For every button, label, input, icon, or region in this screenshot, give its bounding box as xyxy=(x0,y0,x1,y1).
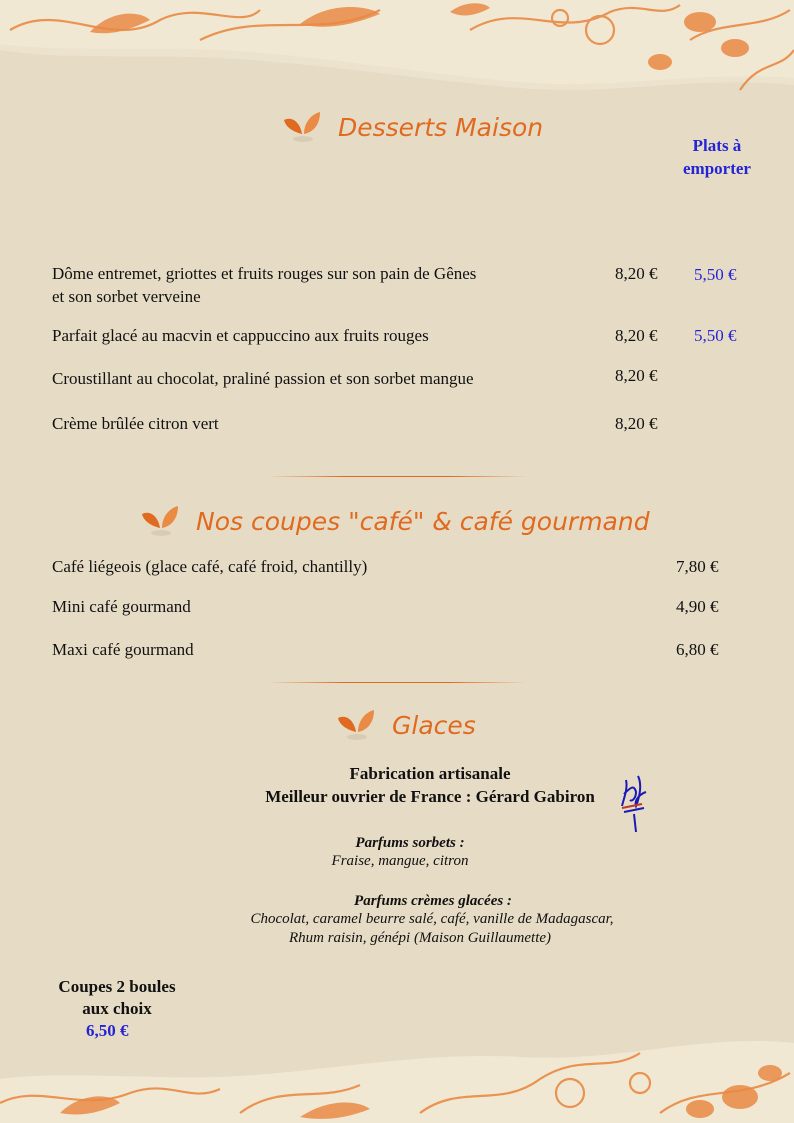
section-title: Desserts Maison xyxy=(338,112,544,142)
menu-item-line: Dôme entremet, griottes et fruits rouges sur son pain de Gênes xyxy=(52,264,477,283)
cremes-list-line: Chocolat, caramel beurre salé, café, vanille de Madagascar, xyxy=(250,911,614,927)
item-price: 8,20 € xyxy=(615,414,658,433)
takeaway-column-header: Plats à emporter xyxy=(683,136,751,178)
mof-label: Meilleur ouvrier de France : Gérard Gabiron xyxy=(265,787,595,806)
sorbets-list: Fraise, mangue, citron xyxy=(331,853,469,869)
section-divider xyxy=(266,476,528,477)
item-takeaway-price: 5,50 € xyxy=(694,326,737,345)
menu-item-name: Croustillant au chocolat, praliné passion et son sorbet mangue xyxy=(52,369,474,388)
coupes-label-line: aux choix xyxy=(82,999,152,1018)
item-price: 8,20 € xyxy=(615,326,658,345)
item-price: 6,80 € xyxy=(676,640,719,659)
section-heading-glaces xyxy=(336,708,476,742)
menu-item-name: Maxi café gourmand xyxy=(52,640,194,659)
menu-item-name: Parfait glacé au macvin et cappuccino aux fruits rouges xyxy=(52,326,429,345)
leaf-icon xyxy=(336,708,376,742)
cremes-list-line: Rhum raisin, génépi (Maison Guillaumette) xyxy=(288,930,552,946)
menu-item-name xyxy=(52,262,476,308)
section-heading-coupes xyxy=(140,504,650,538)
cremes-label: Parfums crèmes glacées : xyxy=(354,893,512,909)
item-takeaway-price: 5,50 € xyxy=(694,265,737,284)
section-heading-desserts xyxy=(282,110,543,144)
item-price: 7,80 € xyxy=(676,557,719,576)
fabrication-label: Fabrication artisanale xyxy=(349,764,511,783)
coupes-label-line: Coupes 2 boules xyxy=(58,977,176,996)
item-price: 4,90 € xyxy=(676,597,719,616)
menu-item-name: Mini café gourmand xyxy=(52,597,191,616)
coupes-label xyxy=(52,976,182,1020)
section-divider xyxy=(266,682,528,683)
section-title: Nos coupes "café" & café gourmand xyxy=(196,506,650,536)
leaf-icon xyxy=(140,504,180,538)
coupes-price: 6,50 € xyxy=(86,1021,129,1040)
item-price: 8,20 € xyxy=(615,366,658,385)
section-title: Glaces xyxy=(392,710,476,740)
menu-item-name: Crème brûlée citron vert xyxy=(52,414,219,433)
item-price: 8,20 € xyxy=(615,264,658,283)
menu-item-line: et son sorbet verveine xyxy=(52,287,201,306)
leaf-icon xyxy=(282,110,322,144)
sorbets-label: Parfums sorbets : xyxy=(355,835,465,851)
menu-item-name: Café liégeois (glace café, café froid, chantilly) xyxy=(52,557,368,576)
mof-signature-icon xyxy=(618,770,652,836)
floral-border-top xyxy=(0,0,794,110)
